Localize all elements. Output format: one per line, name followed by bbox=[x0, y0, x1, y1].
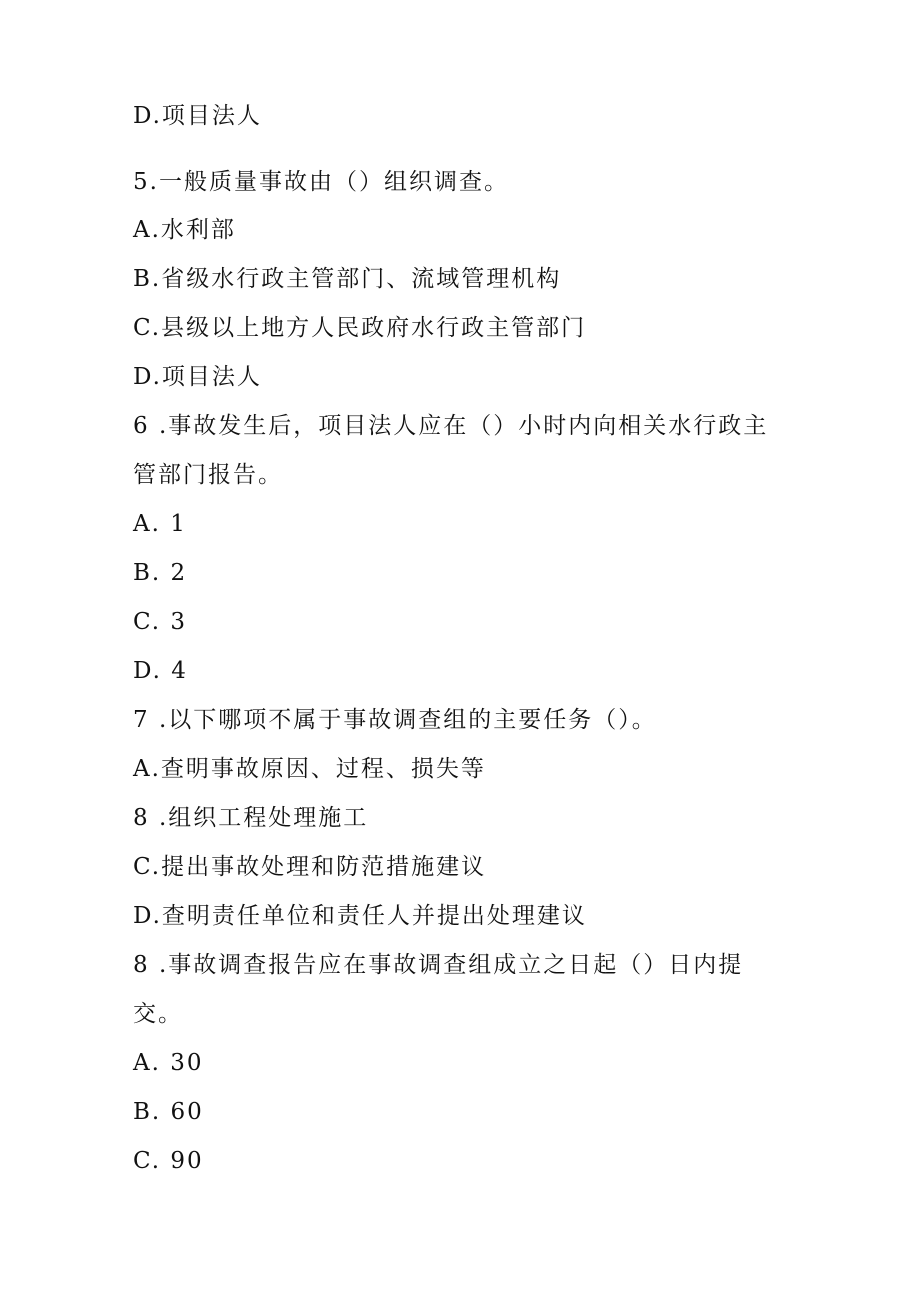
q6-option-a: A. 1 bbox=[133, 511, 187, 537]
q5-option-c: C.县级以上地方人民政府水行政主管部门 bbox=[133, 315, 587, 341]
q6-option-d: D. 4 bbox=[133, 658, 188, 684]
q8-option-b: B. 60 bbox=[133, 1099, 204, 1125]
question-8: 8 .事故调查报告应在事故调查组成立之日起（）日内提 bbox=[133, 952, 744, 978]
q7-option-d: D.查明责任单位和责任人并提出处理建议 bbox=[133, 903, 587, 929]
question-7: 7 .以下哪项不属于事故调查组的主要任务（）。 bbox=[133, 707, 657, 733]
q7-option-b: 8 .组织工程处理施工 bbox=[133, 805, 369, 831]
q5-option-b: B.省级水行政主管部门、流域管理机构 bbox=[133, 266, 562, 292]
q6-option-b: B. 2 bbox=[133, 560, 188, 586]
q4-option-d: D.项目法人 bbox=[133, 103, 262, 129]
q6-option-c: C. 3 bbox=[133, 609, 188, 635]
question-6: 6 .事故发生后，项目法人应在（）小时内向相关水行政主 bbox=[133, 413, 769, 439]
q5-option-d: D.项目法人 bbox=[133, 364, 262, 390]
question-8-cont: 交。 bbox=[133, 1001, 183, 1027]
q8-option-a: A. 30 bbox=[133, 1050, 204, 1076]
question-6-cont: 管部门报告。 bbox=[133, 462, 283, 488]
q7-option-a: A.查明事故原因、过程、损失等 bbox=[133, 756, 486, 782]
q8-option-c: C. 90 bbox=[133, 1148, 204, 1174]
q7-option-c: C.提出事故处理和防范措施建议 bbox=[133, 854, 487, 880]
q5-option-a: A.水利部 bbox=[133, 217, 236, 243]
question-5: 5.一般质量事故由（）组织调查。 bbox=[133, 169, 509, 195]
